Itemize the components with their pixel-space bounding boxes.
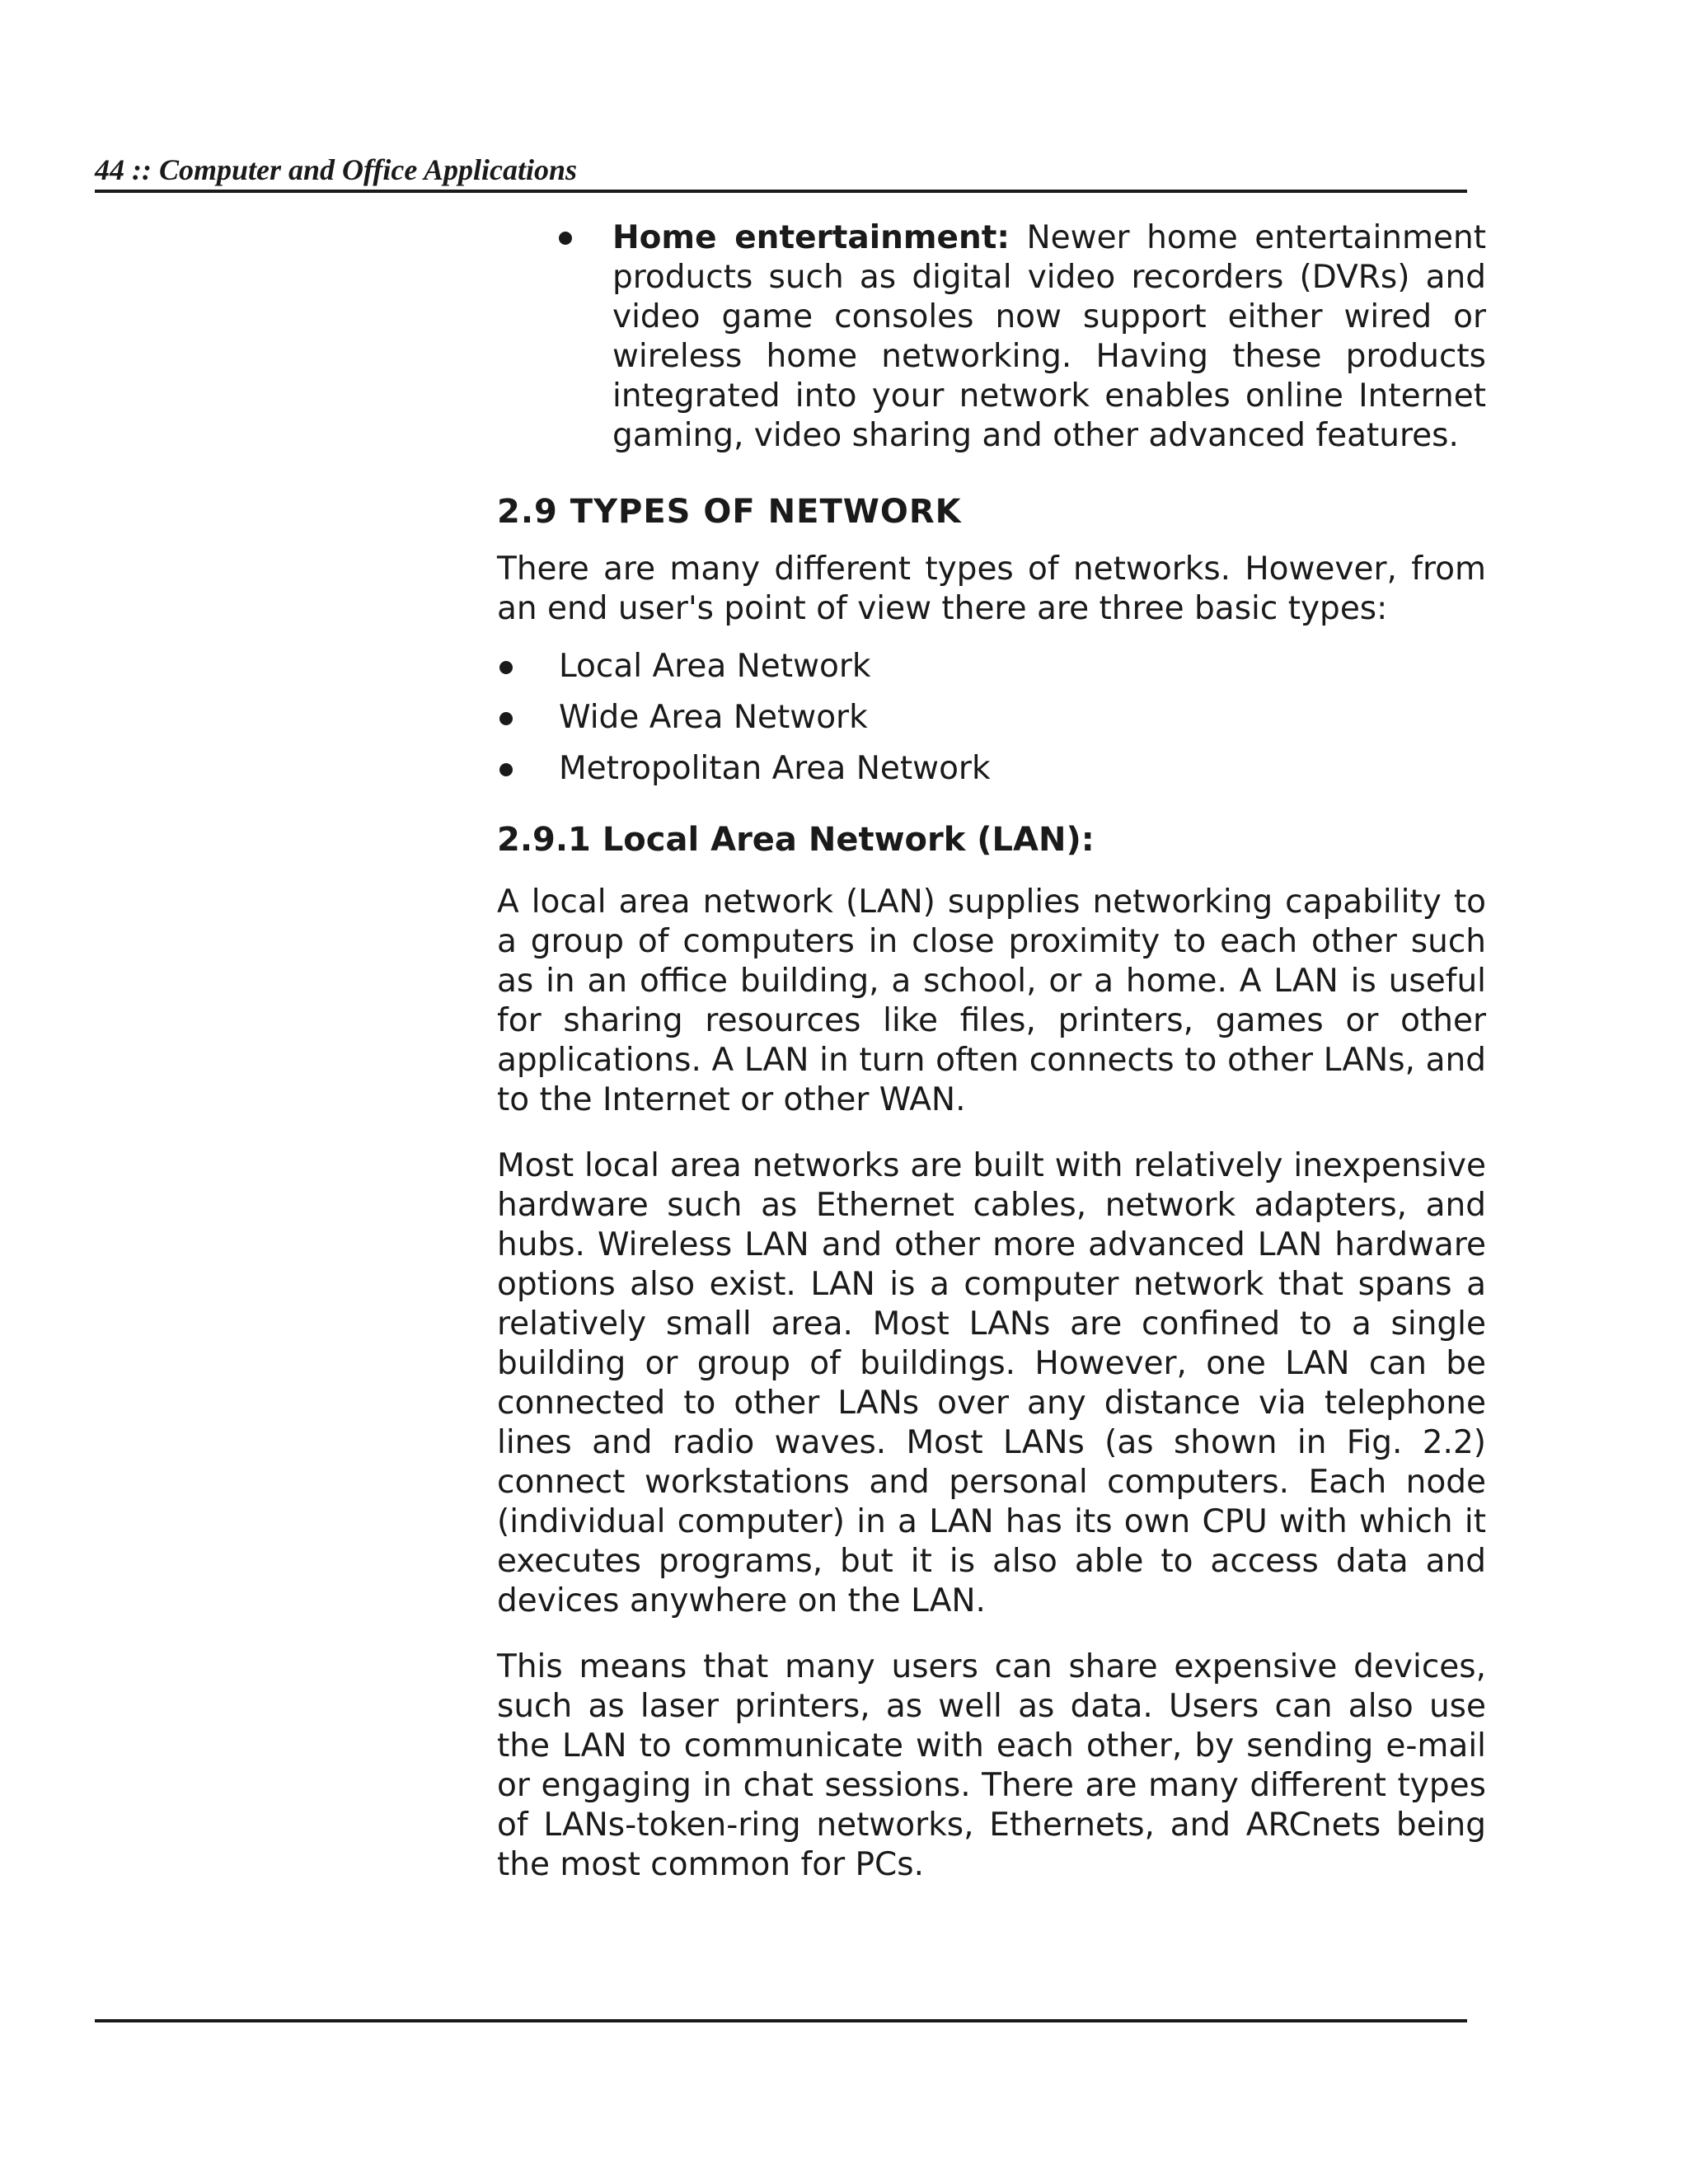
bullet-dot-icon (499, 712, 513, 725)
list-item-label: Wide Area Network (559, 699, 868, 736)
types-intro-paragraph: There are many different types of networks. However, from an end user's point of view there are three basic types: (497, 551, 1486, 627)
list-item (497, 749, 1486, 789)
section-heading-types-of-network: 2.9 TYPES OF NETWORK (497, 493, 962, 531)
subsection-heading-lan: 2.9.1 Local Area Network (LAN): (497, 821, 1095, 859)
bullet-text: Newer home entertainment products such as digital video recorders (DVRs) and video game consoles now support either wired or wireless home networking. Having these products integrated into your network enables online Internet gaming, video sharing and other advanced features. (612, 219, 1486, 454)
list-item-label: Metropolitan Area Network (559, 750, 991, 787)
bullet-label: Home entertainment: (612, 219, 1010, 256)
bullet-dot-icon (499, 763, 513, 776)
page-header (95, 150, 1467, 193)
network-types-list (497, 647, 1486, 789)
bullet-dot-icon (499, 661, 513, 674)
bullet-dot-icon (559, 232, 572, 245)
lan-paragraph-2: Most local area networks are built with relatively inexpensive hardware such as Ethernet cables, network adapters, and hubs. Wireless LAN and other more advanced LAN hardware options also exist. LAN is a computer network that spans a relatively small area. Most LANs are confined to a single building or group of buildings. However, one LAN can be connected to other LANs over any distance via telephone lines and radio waves. Most LANs (as shown in Fig. 2.2) connect workstations and personal computers. Each node (individual computer) in a LAN has its own CPU with which it executes programs, but it is also able to access data and devices anywhere on the LAN. (497, 1147, 1486, 1619)
list-item-label: Local Area Network (559, 648, 871, 685)
running-title: 44 :: Computer and Office Applications (95, 153, 577, 186)
footer-rule (95, 2019, 1467, 2022)
lan-paragraph-3: This means that many users can share expensive devices, such as laser printers, as well as data. Users can also use the LAN to communicate with each other, by sending e-mail or engaging in chat sessions. There are many different types of LANs-token-ring networks, Ethernets, and ARCnets being the most common for PCs. (497, 1648, 1486, 1883)
page-body (497, 218, 1486, 1885)
lan-paragraph-1: A local area network (LAN) supplies networking capability to a group of computers in close proximity to each other such as in an office building, a school, or a home. A LAN is useful for sharing resources like files, printers, games or other applications. A LAN in turn often connects to other LANs, and to the Internet or other WAN. (497, 883, 1486, 1118)
home-entertainment-bullet (497, 218, 1486, 456)
list-item (497, 698, 1486, 738)
list-item (497, 647, 1486, 687)
